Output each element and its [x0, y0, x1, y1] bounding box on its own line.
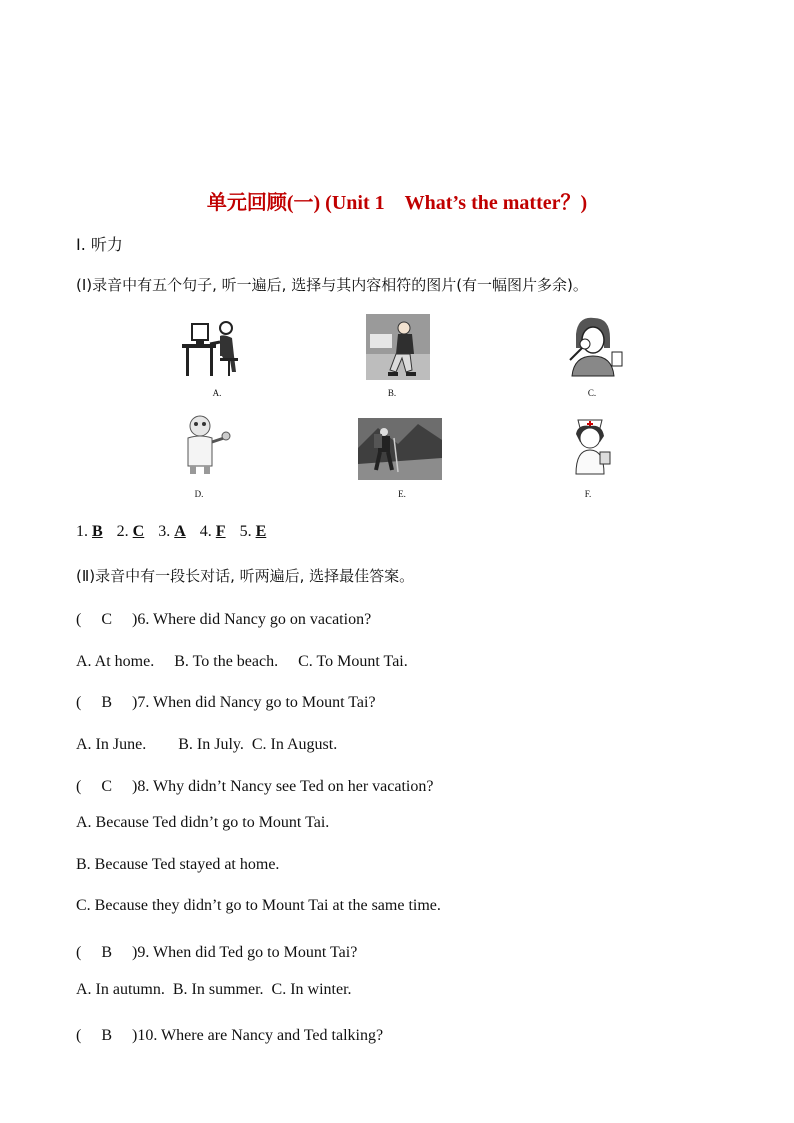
answer-value: C	[132, 523, 145, 540]
question-6: ( C )6. Where did Nancy go on vacation?	[76, 611, 372, 628]
options-6: A. At home. B. To the beach. C. To Mount Tai.	[76, 653, 408, 670]
section-heading-listening: Ⅰ. 听力	[76, 235, 123, 254]
image-label: F.	[584, 489, 592, 499]
nurse-icon	[556, 412, 626, 478]
question-9: ( B )9. When did Ted go to Mount Tai?	[76, 944, 358, 961]
answer-number: 1.	[76, 523, 88, 540]
answer-number: 3.	[158, 523, 171, 540]
options-7: A. In June. B. In July. C. In August.	[76, 736, 338, 753]
answer-value: E	[255, 523, 267, 540]
answer-value: B	[92, 523, 103, 540]
question-10: ( B )10. Where are Nancy and Ted talking?	[76, 1027, 384, 1044]
options-9: A. In autumn. B. In summer. C. In winter.	[76, 981, 352, 998]
part2-instruction: (Ⅱ)录音中有一段长对话, 听两遍后, 选择最佳答案。	[76, 567, 415, 585]
toothache-woman-icon	[558, 314, 628, 380]
answer-value: F	[215, 523, 226, 540]
option-8a: A. Because Ted didn’t go to Mount Tai.	[76, 814, 330, 831]
hurt-knee-boy-icon	[366, 314, 430, 380]
image-label: A.	[212, 388, 222, 398]
option-8c: C. Because they didn’t go to Mount Tai at the same time.	[76, 897, 441, 914]
question-8: ( C )8. Why didn’t Nancy see Ted on her vacation?	[76, 778, 434, 795]
image-label: E.	[398, 489, 406, 499]
hiker-photo-icon	[358, 418, 442, 480]
image-label: B.	[387, 388, 397, 398]
part1-answers	[76, 523, 266, 541]
answer-number: 5.	[239, 523, 252, 540]
answer-number: 2.	[116, 523, 129, 540]
answer-value: A	[174, 523, 186, 540]
option-8b: B. Because Ted stayed at home.	[76, 856, 280, 873]
page-title: 单元回顾(一) (Unit 1 What’s the matter？)	[206, 192, 588, 214]
question-7: ( B )7. When did Nancy go to Mount Tai?	[76, 694, 376, 711]
image-label: D.	[194, 489, 204, 499]
part1-instruction: (Ⅰ)录音中有五个句子, 听一遍后, 选择与其内容相符的图片(有一幅图片多余)。	[76, 276, 588, 294]
image-label: C.	[587, 388, 597, 398]
answer-number: 4.	[199, 523, 212, 540]
computer-user-icon	[180, 314, 250, 380]
sick-cartoon-icon	[170, 412, 240, 478]
